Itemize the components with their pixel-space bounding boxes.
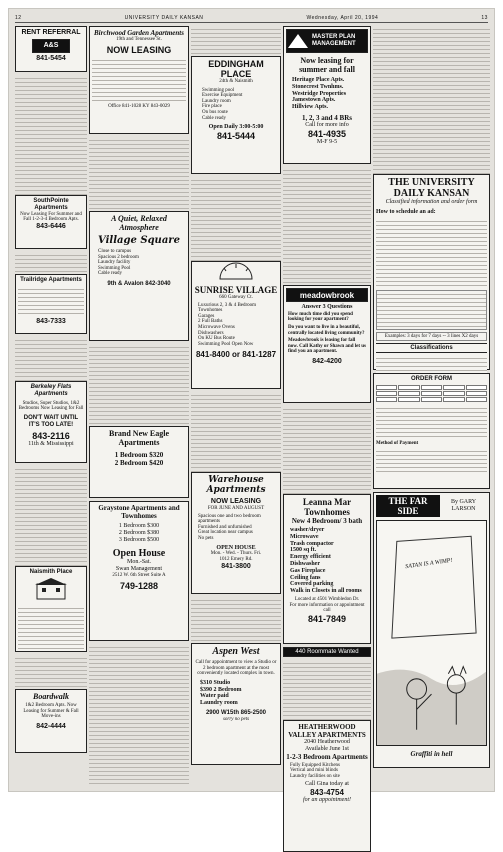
heatherwood-appointment: for an appointment! xyxy=(303,797,351,804)
classified-listings-12 xyxy=(191,597,281,643)
eddingham-feature: Exercise Equipment xyxy=(202,93,243,99)
meadowbrook-questions xyxy=(286,311,368,356)
heatherwood-title: HEATHERWOOD VALLEY APARTMENTS xyxy=(288,723,366,739)
far-side-drawing xyxy=(377,521,486,745)
master-plan-properties xyxy=(286,77,368,111)
graystone-ad xyxy=(89,501,189,641)
southpointe-ad xyxy=(15,195,87,249)
order-form xyxy=(373,373,490,489)
aspen-phone: 2900 W15th 865-2500 xyxy=(205,709,267,716)
eddingham-feature: Cable ready xyxy=(202,115,227,121)
sunrise-village-ad xyxy=(191,261,281,389)
warehouse-features-list xyxy=(194,514,278,542)
eagle-apartments-ad xyxy=(89,426,189,498)
leanna-feature: Energy efficient xyxy=(290,554,331,561)
classified-listings-5 xyxy=(15,655,87,689)
far-side-author: By GARY LARSON xyxy=(450,499,477,512)
page-header xyxy=(15,13,488,23)
classified-listings-14 xyxy=(283,406,371,494)
order-form-cell[interactable] xyxy=(421,385,442,390)
warehouse-feature: Great location near campus xyxy=(198,530,253,536)
kansan-classified-info xyxy=(373,174,490,370)
eddingham-hours: Open Daily 3:00-5:00 xyxy=(208,124,264,131)
village-address: 9th & Avalon 842-3040 xyxy=(107,280,171,287)
aspen-features-list xyxy=(194,680,278,707)
leanna-headline: New 4 Bedroom/ 3 bath xyxy=(291,517,363,525)
berkeley-address: 11th & Mississippi xyxy=(28,441,74,448)
classified-listings-2 xyxy=(15,252,87,274)
leanna-feature: Walk in Closets in all rooms xyxy=(290,588,362,595)
boardwalk-phone: 842-4444 xyxy=(36,722,66,730)
eddingham-feature: Fire place xyxy=(202,104,222,110)
open-house-days: Mon.-Sat. xyxy=(127,559,151,566)
eddingham-features-list xyxy=(194,88,278,122)
order-form-cell[interactable] xyxy=(376,391,397,396)
sunrise-feature: On KU Bus Route xyxy=(198,336,235,342)
sunrise-feature: Dishwashers xyxy=(198,330,224,336)
sunrise-feature: Microwave Ovens xyxy=(198,324,235,330)
graystone-3br: 3 Bedroom $500 xyxy=(118,536,160,543)
order-form-cell[interactable] xyxy=(376,397,397,402)
naismith-place-ad xyxy=(15,566,87,652)
village-square-logo: Village Square xyxy=(98,235,180,246)
leanna-title: Leanna Mar Townhomes xyxy=(302,497,352,517)
aspen-feature: Water paid xyxy=(200,693,229,700)
leanna-feature: Microwave xyxy=(290,533,319,540)
naismith-details xyxy=(18,605,84,651)
village-feature: Spacious 2 bedroom xyxy=(98,254,139,260)
master-plan-call: Call for more info xyxy=(305,121,349,128)
open-house-heading: Open House xyxy=(112,548,166,560)
heatherwood-availability: Available June 1st xyxy=(305,745,349,752)
column-4 xyxy=(283,26,371,804)
far-side-panel xyxy=(376,520,487,746)
classified-listings-8 xyxy=(89,644,189,784)
meadowbrook-phone: 842-4200 xyxy=(312,357,342,365)
leanna-feature: washer/dryer xyxy=(290,527,325,533)
sunrise-features-list xyxy=(194,303,278,348)
sunrise-title: SUNRISE VILLAGE xyxy=(194,285,278,295)
village-feature: Laundry facility xyxy=(98,260,131,266)
leanna-phone: 841-7849 xyxy=(307,613,347,624)
southpointe-title: SouthPointe Apartments xyxy=(33,198,69,211)
warehouse-times: Mon. - Wed. - Thurs. Fri. xyxy=(210,551,262,557)
sunrise-feature: Luxurious 2, 3 & 4 Bedroom Townhomes xyxy=(198,302,257,314)
birchwood-status: NOW LEASING xyxy=(106,44,172,55)
meadowbrook-question: Do you want to live in a beautiful, centrally located living community? xyxy=(288,324,365,336)
paper-name: UNIVERSITY DAILY KANSAN xyxy=(124,14,204,21)
classified-listings-15 xyxy=(283,660,371,720)
far-side-header xyxy=(376,495,487,517)
trailridge-ad xyxy=(15,274,87,334)
classified-listings-7 xyxy=(89,344,189,426)
kansan-title: THE UNIVERSITY DAILY KANSAN xyxy=(388,177,475,199)
aspen-body: Call for appointment to view a Studio or 2 bedroom apartment at the most conveniently located complex in town. xyxy=(195,660,277,677)
berkeley-body: Studios, Super Studios, 1&2 Bedrooms Now Leasing for Fall xyxy=(18,400,84,412)
order-form-cell[interactable] xyxy=(443,391,464,396)
order-form-cell[interactable] xyxy=(421,397,442,402)
order-form-cell[interactable] xyxy=(466,391,487,396)
village-features-list xyxy=(92,249,186,277)
heatherwood-units: 1-2-3 Bedroom Apartments xyxy=(286,752,368,761)
order-form-title: ORDER FORM xyxy=(411,376,452,382)
heatherwood-feature: Fully Equipped Kitchens xyxy=(290,762,340,768)
master-plan-property: Jamestown Apts. xyxy=(292,97,336,104)
boardwalk-ad xyxy=(15,689,87,753)
master-plan-property: Heritage Place Apts. xyxy=(292,77,345,83)
order-form-cell[interactable] xyxy=(398,385,419,390)
order-form-cell[interactable] xyxy=(443,397,464,402)
eddingham-phone: 841-5444 xyxy=(216,130,256,141)
aspen-feature: $310 Studio xyxy=(200,679,231,686)
leanna-feature: Trash compactor xyxy=(290,540,334,547)
meadowbrook-question: Meadowbrook is leasing for fall now. Call Kathy or Shawn and let us find you an apartment. xyxy=(288,338,366,355)
village-feature: Cable ready xyxy=(98,271,123,277)
rate-table xyxy=(376,290,487,330)
heatherwood-features-list xyxy=(286,763,368,780)
classified-listings-10 xyxy=(191,177,281,261)
trailridge-title: Trailridge Apartments xyxy=(20,277,82,283)
classified-listings-11 xyxy=(191,392,281,472)
meadowbrook-logo xyxy=(286,288,368,302)
newspaper-page xyxy=(8,8,495,804)
eddingham-feature: On bus route xyxy=(202,109,228,115)
column-1 xyxy=(15,26,87,788)
heatherwood-phone: 843-4754 xyxy=(310,788,344,798)
sunrise-feature: Garages xyxy=(198,313,215,319)
order-form-cell[interactable] xyxy=(398,397,419,402)
order-form-cell[interactable] xyxy=(376,385,397,390)
issue-date: Wednesday, April 20, 1994 xyxy=(306,14,379,21)
birchwood-address: 19th and Tennessee St. xyxy=(116,37,162,42)
warehouse-apartments-ad xyxy=(191,472,281,594)
trailridge-details xyxy=(18,286,84,316)
leanna-feature: Gas Fireplace xyxy=(290,567,326,574)
aspen-no-pets: sorry no pets xyxy=(222,716,250,722)
sunrise-address: 660 Gateway Ct. xyxy=(219,295,253,300)
graystone-title: Graystone Apartments and Townhomes xyxy=(98,504,180,520)
meadowbrook-ad xyxy=(283,285,371,403)
classified-listings-3 xyxy=(15,337,87,381)
open-house-mgmt: Swan Management xyxy=(115,566,163,573)
payment-method-label: Method of Payment xyxy=(376,440,419,446)
leanna-features-list xyxy=(286,527,368,595)
sunrise-phone: 841-8400 or 841-1287 xyxy=(195,350,277,360)
arrow-icon xyxy=(288,34,308,48)
aspen-feature: $390 2 Bedroom xyxy=(200,686,242,693)
heatherwood-feature: Vertical and mini blinds xyxy=(290,768,338,774)
classified-listings-13 xyxy=(283,167,371,285)
warehouse-open-house: OPEN HOUSE xyxy=(216,544,256,551)
heatherwood-address: 2040 Heatherwood xyxy=(304,739,350,745)
eddingham-feature: Swimming pool xyxy=(202,87,235,93)
building-icon xyxy=(34,578,68,600)
column-5 xyxy=(373,26,490,788)
leanna-feature: Ceiling fans xyxy=(290,574,321,581)
meadowbrook-title: meadowbrook xyxy=(299,291,355,300)
order-form-cell[interactable] xyxy=(466,385,487,390)
birchwood-details xyxy=(92,57,186,101)
heatherwood-feature: Laundry facilities on site xyxy=(290,773,340,779)
master-plan-property: Westridge Properties xyxy=(292,90,347,97)
leanna-feature: Dishwasher xyxy=(290,560,321,567)
berkeley-tagline: DON'T WAIT UNTIL IT'S TOO LATE! xyxy=(23,414,79,428)
roommate-wanted-label: 440 Roommate Wanted xyxy=(295,649,359,655)
meadowbrook-question: How much time did you spend looking for your apartment? xyxy=(288,311,353,323)
heatherwood-call: Call Gina today at xyxy=(305,781,349,788)
master-plan-logo xyxy=(286,29,368,53)
kansan-subtitle: Classified information and order form xyxy=(385,199,478,205)
warehouse-feature: Furnished and unfurnished xyxy=(198,524,252,530)
order-form-grid[interactable] xyxy=(376,385,487,402)
sunrise-icon xyxy=(216,264,256,280)
leanna-feature: 1500 sq ft. xyxy=(290,547,317,554)
rent-referral-title: RENT REFERRAL xyxy=(21,29,81,36)
eagle-2br: 2 Bedroom $420 xyxy=(114,459,164,467)
classified-listings-9 xyxy=(191,26,281,56)
heatherwood-ad xyxy=(283,720,371,852)
master-plan-headline: Now leasing for summer and fall xyxy=(299,56,355,74)
eagle-title: Brand New Eagle Apartments xyxy=(109,429,169,447)
classified-listings-1 xyxy=(15,75,87,195)
village-feature: Close to campus xyxy=(98,249,132,254)
village-square-ad xyxy=(89,211,189,341)
page-number-left: 12 xyxy=(15,14,22,21)
master-plan-property: Hillview Apts. xyxy=(292,104,329,111)
order-form-fields[interactable] xyxy=(376,405,487,439)
eddingham-title: EDDINGHAM PLACE xyxy=(208,59,264,79)
classified-rules-text xyxy=(376,218,487,288)
open-house-phone: 749-1288 xyxy=(119,580,159,591)
order-form-cell[interactable] xyxy=(466,397,487,402)
leanna-location: Located at 4501 Wimbledon Dr. xyxy=(294,596,360,602)
birchwood-ad xyxy=(89,26,189,134)
rent-referral-logo: A&S xyxy=(32,39,70,53)
roommate-wanted-bar xyxy=(283,647,371,657)
boardwalk-body: 1&2 Bedroom Apts. Now Leasing for Summer & Fall Move-ins xyxy=(23,703,79,720)
boardwalk-title: Boardwalk xyxy=(32,692,69,701)
how-to-place-heading: How to schedule an ad: xyxy=(376,208,436,215)
payment-fields[interactable] xyxy=(376,448,487,472)
order-form-cell[interactable] xyxy=(421,391,442,396)
master-plan-title: MASTER PLAN MANAGEMENT xyxy=(312,34,356,47)
aspen-title: Aspen West xyxy=(212,646,260,657)
eagle-1br: 1 Bedroom $320 xyxy=(114,451,164,459)
warehouse-now-leasing-sub: FOR JUNE AND AUGUST xyxy=(207,506,265,511)
classifications-heading: Classifications xyxy=(376,343,487,353)
master-plan-phone: 841-4935 xyxy=(307,128,347,139)
village-feature: Swimming Pool xyxy=(98,265,131,271)
rate-examples: Examples: 3 days for 7 days -- 3 lines X2 days xyxy=(376,332,487,342)
naismith-title: Naismith Place xyxy=(29,569,73,575)
southpointe-body: Now Leasing For Summer and Fall 1-2-3-4 Bedroom Apts. xyxy=(20,211,82,223)
rent-referral-ad xyxy=(15,26,87,72)
aspen-feature: Laundry room xyxy=(200,700,238,707)
rent-referral-phone: 841-5454 xyxy=(36,55,66,62)
far-side-graffiti: SATAN IS A WIMP! xyxy=(404,557,453,571)
classified-listings-16 xyxy=(373,26,490,174)
column-3 xyxy=(191,26,281,788)
leanna-call: For more information or appointment call xyxy=(289,602,365,614)
meadowbrook-q-title: Answer 3 Questions xyxy=(301,304,353,310)
birchwood-title: Birchwood Garden Apartments xyxy=(94,29,184,37)
warehouse-title: Warehouse Apartments xyxy=(206,475,266,495)
master-plan-hours: M-F 9-5 xyxy=(316,138,338,145)
far-side-caption: Graffiti in hell xyxy=(410,750,453,758)
classified-listings-4 xyxy=(15,466,87,566)
birchwood-office: Office 841-1028 KY 843-0029 xyxy=(108,103,170,109)
graystone-2br: 2 Bedroom $380 xyxy=(118,529,160,536)
master-plan-ad xyxy=(283,26,371,164)
warehouse-phone: 841-3800 xyxy=(221,562,251,570)
berkeley-flats-ad xyxy=(15,381,87,463)
trailridge-phone: 843-7333 xyxy=(36,317,66,325)
leanna-feature: Covered parking xyxy=(290,581,334,588)
order-form-cell[interactable] xyxy=(443,385,464,390)
warehouse-feature: Spacious one and two bedroom apartments xyxy=(198,513,261,525)
eddingham-address: 24th & Naismith xyxy=(219,79,253,84)
eddingham-feature: Laundry room xyxy=(202,98,231,104)
master-plan-units: 1, 2, 3 and 4 BRs xyxy=(302,113,352,122)
leanna-mar-ad xyxy=(283,494,371,644)
eddingham-ad xyxy=(191,56,281,174)
berkeley-phone: 843-2116 xyxy=(32,431,70,442)
far-side-comic xyxy=(373,492,490,768)
sunrise-feature: 2 Full Baths xyxy=(198,319,223,325)
master-plan-property: Stonecrest Twnhms. xyxy=(292,83,344,90)
aspen-west-ad xyxy=(191,643,281,765)
far-side-title: THE FAR SIDE xyxy=(376,495,440,517)
graystone-1br: 1 Bedroom $300 xyxy=(118,523,160,529)
sunrise-feature: Swimming Pool Open Now xyxy=(198,341,254,347)
southpointe-phone: 843-6446 xyxy=(36,222,66,230)
order-form-cell[interactable] xyxy=(398,391,419,396)
warehouse-feature: No pets xyxy=(198,535,214,541)
classified-listings-6 xyxy=(89,137,189,211)
quiet-atmosphere-title: A Quiet, Relaxed Atmosphere xyxy=(111,214,167,232)
warehouse-now-leasing: NOW LEASING xyxy=(210,498,262,505)
berkeley-title: Berkeley Flats Apartments xyxy=(30,384,72,397)
column-2 xyxy=(89,26,189,788)
open-house-address: 2512 W. 6th Street Suite A xyxy=(112,572,166,578)
warehouse-address: 1012 Emery Rd. xyxy=(219,556,253,562)
page-number-right: 13 xyxy=(481,14,488,21)
